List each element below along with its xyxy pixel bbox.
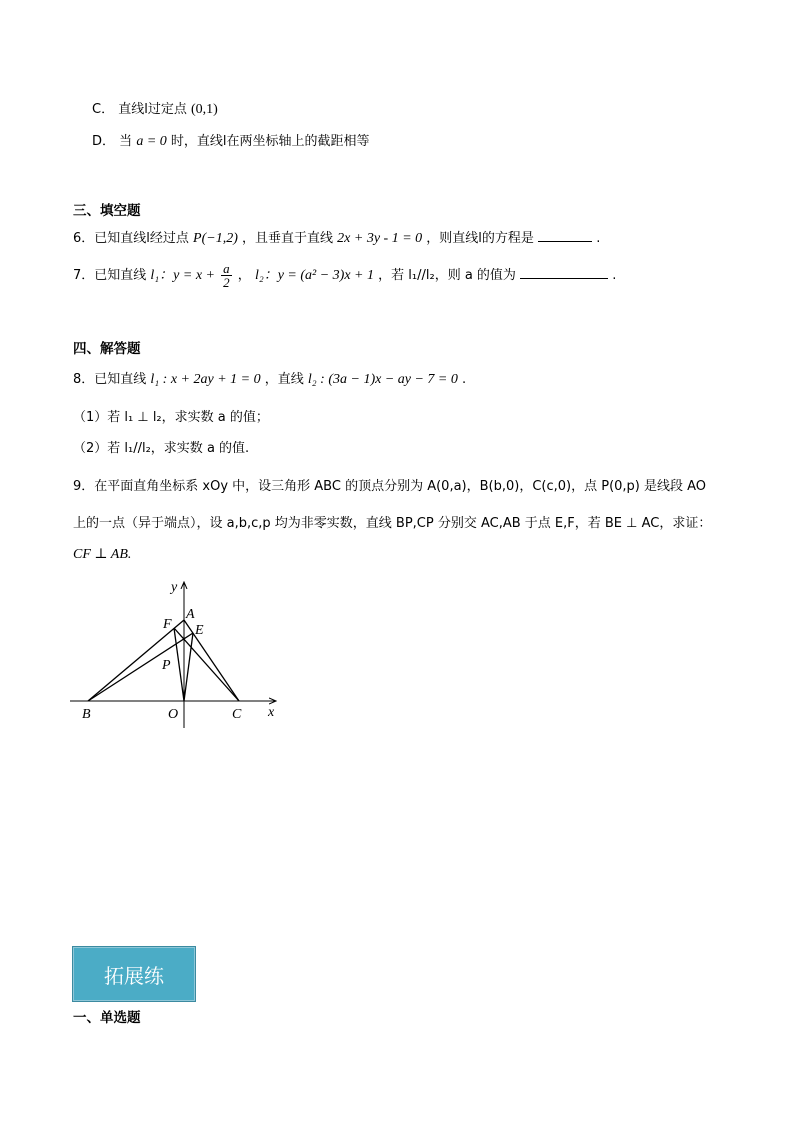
- q7-pre: 7．已知直线: [73, 268, 147, 283]
- option-d-pre: 当: [119, 134, 133, 149]
- option-c-label: C．: [92, 102, 115, 117]
- q9-line-3: CF ⊥ AB.: [73, 547, 132, 562]
- question-8: [73, 371, 466, 389]
- q8-l2: l₂ : (3a − 1)x − ay − 7 = 0: [307, 372, 458, 387]
- label-e: E: [195, 623, 204, 638]
- label-b: B: [82, 707, 91, 722]
- section4-heading: 四、解答题: [73, 341, 141, 357]
- option-d-cond: a = 0: [136, 134, 167, 149]
- q6-post: ，则直线l的方程是: [426, 231, 534, 246]
- option-d: [92, 133, 370, 151]
- q6-point: P(−1,2): [193, 231, 238, 246]
- q6-pre: 6．已知直线l经过点: [73, 231, 189, 246]
- question-6: [73, 228, 600, 248]
- section3-heading: 三、填空题: [73, 203, 141, 219]
- extension-label: 拓展练: [104, 963, 164, 988]
- label-f: F: [163, 617, 172, 632]
- label-y: y: [171, 580, 178, 595]
- q7-end: .: [612, 268, 617, 283]
- q9-line-1: 9．在平面直角坐标系 xOy 中，设三角形 ABC 的顶点分别为 A(0,a)，B(b,0)，C(c,0)，点 P(0,p) 是线段 AO: [73, 479, 707, 494]
- segment-be: [88, 633, 193, 701]
- label-a: A: [186, 607, 195, 622]
- q7-sep: ，: [237, 268, 251, 283]
- segment-oe: [184, 633, 193, 701]
- q6-line: 2x + 3y - 1 = 0: [337, 231, 423, 246]
- geometry-figure: [66, 576, 296, 736]
- q7-l1: l₁：y = x +: [150, 268, 216, 283]
- label-x: x: [268, 705, 275, 720]
- q7-fraction: [221, 262, 232, 289]
- q8-l1: l₁ : x + 2ay + 1 = 0: [150, 372, 261, 387]
- q8-part-2: （2）若 l₁//l₂，求实数 a 的值.: [73, 441, 250, 456]
- q6-answer-blank[interactable]: [538, 228, 592, 242]
- label-c: C: [232, 707, 242, 722]
- q7-l2: l₂：y = (a² − 3)x + 1: [254, 268, 375, 283]
- label-p: P: [162, 658, 171, 673]
- question-7: [73, 262, 616, 289]
- q7-answer-blank[interactable]: [520, 265, 608, 279]
- q8-pre: 8．已知直线: [73, 372, 147, 387]
- option-d-post: 时，直线l在两坐标轴上的截距相等: [170, 134, 370, 149]
- option-d-label: D．: [92, 134, 116, 149]
- segment-ac: [184, 620, 239, 701]
- q7-frac-num: a: [223, 261, 230, 276]
- extension-heading: 一、单选题: [73, 1010, 141, 1026]
- option-c: [92, 101, 218, 119]
- q6-mid: ，且垂直于直线: [242, 231, 334, 246]
- option-c-text: 直线l过定点: [118, 102, 187, 117]
- q8-part-1: （1）若 l₁ ⊥ l₂，求实数 a 的值；: [73, 410, 269, 425]
- q8-mid: ，直线: [264, 372, 304, 387]
- option-c-point: (0,1): [190, 102, 218, 117]
- segment-of: [174, 628, 184, 701]
- q7-frac-den: 2: [223, 275, 230, 290]
- q7-cond: ，若 l₁//l₂，则 a 的值为: [378, 268, 516, 283]
- q6-end: .: [596, 231, 601, 246]
- q9-line-2: 上的一点（异于端点），设 a,b,c,p 均为非零实数，直线 BP,CP 分别交 AC,AB 于点 E,F，若 BE ⊥ AC，求证：: [73, 516, 712, 531]
- extension-banner: [72, 946, 196, 1002]
- label-o: O: [168, 707, 179, 722]
- q8-end: .: [462, 372, 467, 387]
